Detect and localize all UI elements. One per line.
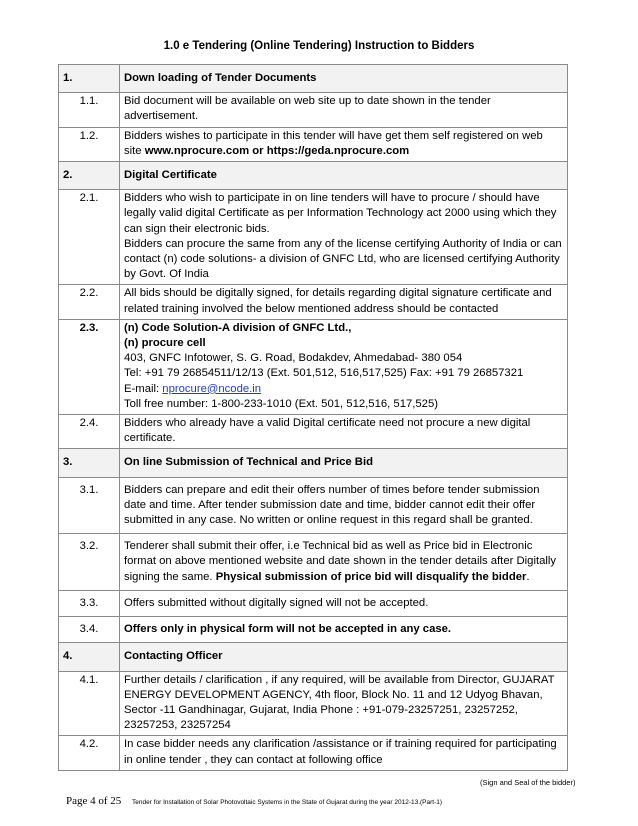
- table-row: [59, 477, 568, 534]
- org-name: (n) Code Solution-A division of GNFC Ltd.,: [124, 321, 352, 334]
- table-row: [59, 127, 568, 161]
- item-text: Tenderer shall submit their offer, i.e Technical bid as well as Price bid in Electronic format on above mentioned website and date shown in the tender details after Digitally signing the same. Physical submission of price bid will disqualify the bidder.: [120, 534, 568, 591]
- paragraph: Bidders who wish to participate in on line tenders will have to procure / should have legally valid digital Certificate as per Information Technology act 2000 using which they can sign their electronic bids.: [124, 192, 557, 235]
- item-number: 3.1.: [59, 477, 120, 534]
- instructions-table: [58, 64, 568, 771]
- item-text: Further details / clarification , if any required, will be available from Director, GUJARAT ENERGY DEVELOPMENT AGENCY, 4th floor, Block No. 11 and 12 Udyog Bhavan, Sector -11 Gandhinagar, Gujarat, India Phone : +91-079-23257251, 23257252, 23257253, 23257254: [120, 671, 568, 736]
- table-row: [59, 319, 568, 414]
- email-link[interactable]: nprocure@ncode.in: [162, 382, 262, 395]
- section-row: [59, 449, 568, 477]
- item-text: Bidders can prepare and edit their offers number of times before tender submission date and time. After tender submission date and time, bidder cannot edit their offer submitted in any case. No written or online request in this regard shall be granted.: [120, 477, 568, 534]
- paragraph: Bidders can procure the same from any of the license certifying Authority of India or can contact (n) code solutions- a division of GNFC Ltd, who are licensed certifying Authority by Govt. Of India: [124, 237, 562, 281]
- item-number: 3.2.: [59, 534, 120, 591]
- item-number: 2.4.: [59, 415, 120, 449]
- section-row: [59, 162, 568, 190]
- section-heading: Down loading of Tender Documents: [120, 65, 568, 93]
- section-number: 3.: [59, 449, 120, 477]
- email-line: E-mail: nprocure@ncode.in: [124, 382, 262, 395]
- item-number: 3.4.: [59, 617, 120, 643]
- cell-name: (n) procure cell: [124, 337, 206, 350]
- item-text: Offers only in physical form will not be accepted in any case.: [120, 617, 568, 643]
- item-number: 2.2.: [59, 285, 120, 319]
- item-text: [120, 190, 568, 285]
- table-row: [59, 285, 568, 319]
- item-number: 3.3.: [59, 590, 120, 616]
- item-text: Offers submitted without digitally signed will not be accepted.: [120, 590, 568, 616]
- item-text: Bidders who already have a valid Digital certificate need not procure a new digital certificate.: [120, 415, 568, 449]
- table-row: [59, 617, 568, 643]
- section-heading: Contacting Officer: [120, 643, 568, 671]
- table-row: [59, 590, 568, 616]
- address-line: 403, GNFC Infotower, S. G. Road, Bodakdev, Ahmedabad- 380 054: [124, 352, 463, 365]
- item-text: Bid document will be available on web site up to date shown in the tender advertisement.: [120, 93, 568, 127]
- warning-text: Physical submission of price bid will disqualify the bidder: [215, 570, 527, 583]
- table-row: [59, 93, 568, 127]
- page-number: Page 4 of 25: [66, 795, 122, 807]
- item-number: 1.2.: [59, 127, 120, 161]
- page-footer: [66, 795, 442, 807]
- phone-line: Tel: +91 79 26854511/12/13 (Ext. 501,512, 516,517,525) Fax: +91 79 26857321: [124, 367, 524, 380]
- table-row: [59, 671, 568, 736]
- table-row: [59, 534, 568, 591]
- item-text: Bidders wishes to participate in this tender will have get them self registered on web site www.nprocure.com or https://geda.nprocure.com: [120, 127, 568, 161]
- item-number: 2.1.: [59, 190, 120, 285]
- document-title: 1.0 e Tendering (Online Tendering) Instruction to Bidders: [163, 40, 475, 52]
- footer-description: Tender for Installation of Solar Photovoltaic Systems in the State of Gujarat during the year 2012-13.(Part-1): [132, 799, 443, 806]
- section-row: [59, 65, 568, 93]
- table-row: [59, 190, 568, 285]
- contact-address: [120, 319, 568, 414]
- item-number: 4.1.: [59, 671, 120, 736]
- table-row: [59, 736, 568, 770]
- section-number: 2.: [59, 162, 120, 190]
- section-number: 1.: [59, 65, 120, 93]
- item-text: In case bidder needs any clarification /assistance or if training required for participating in online tender , they can contact at following office: [120, 736, 568, 770]
- website-urls: www.nprocure.com or https://geda.nprocure.com: [144, 144, 410, 157]
- section-number: 4.: [59, 643, 120, 671]
- item-text: All bids should be digitally signed, for details regarding digital signature certificate and related training involved the below mentioned address should be contacted: [120, 285, 568, 319]
- section-row: [59, 643, 568, 671]
- toll-free-line: Toll free number: 1-800-233-1010 (Ext. 501, 512,516, 517,525): [124, 397, 439, 410]
- item-number: 1.1.: [59, 93, 120, 127]
- section-heading: Digital Certificate: [120, 162, 568, 190]
- item-number: 4.2.: [59, 736, 120, 770]
- item-number: 2.3.: [59, 319, 120, 414]
- table-row: [59, 415, 568, 449]
- section-heading: On line Submission of Technical and Price Bid: [120, 449, 568, 477]
- signature-note: (Sign and Seal of the bidder): [480, 778, 576, 787]
